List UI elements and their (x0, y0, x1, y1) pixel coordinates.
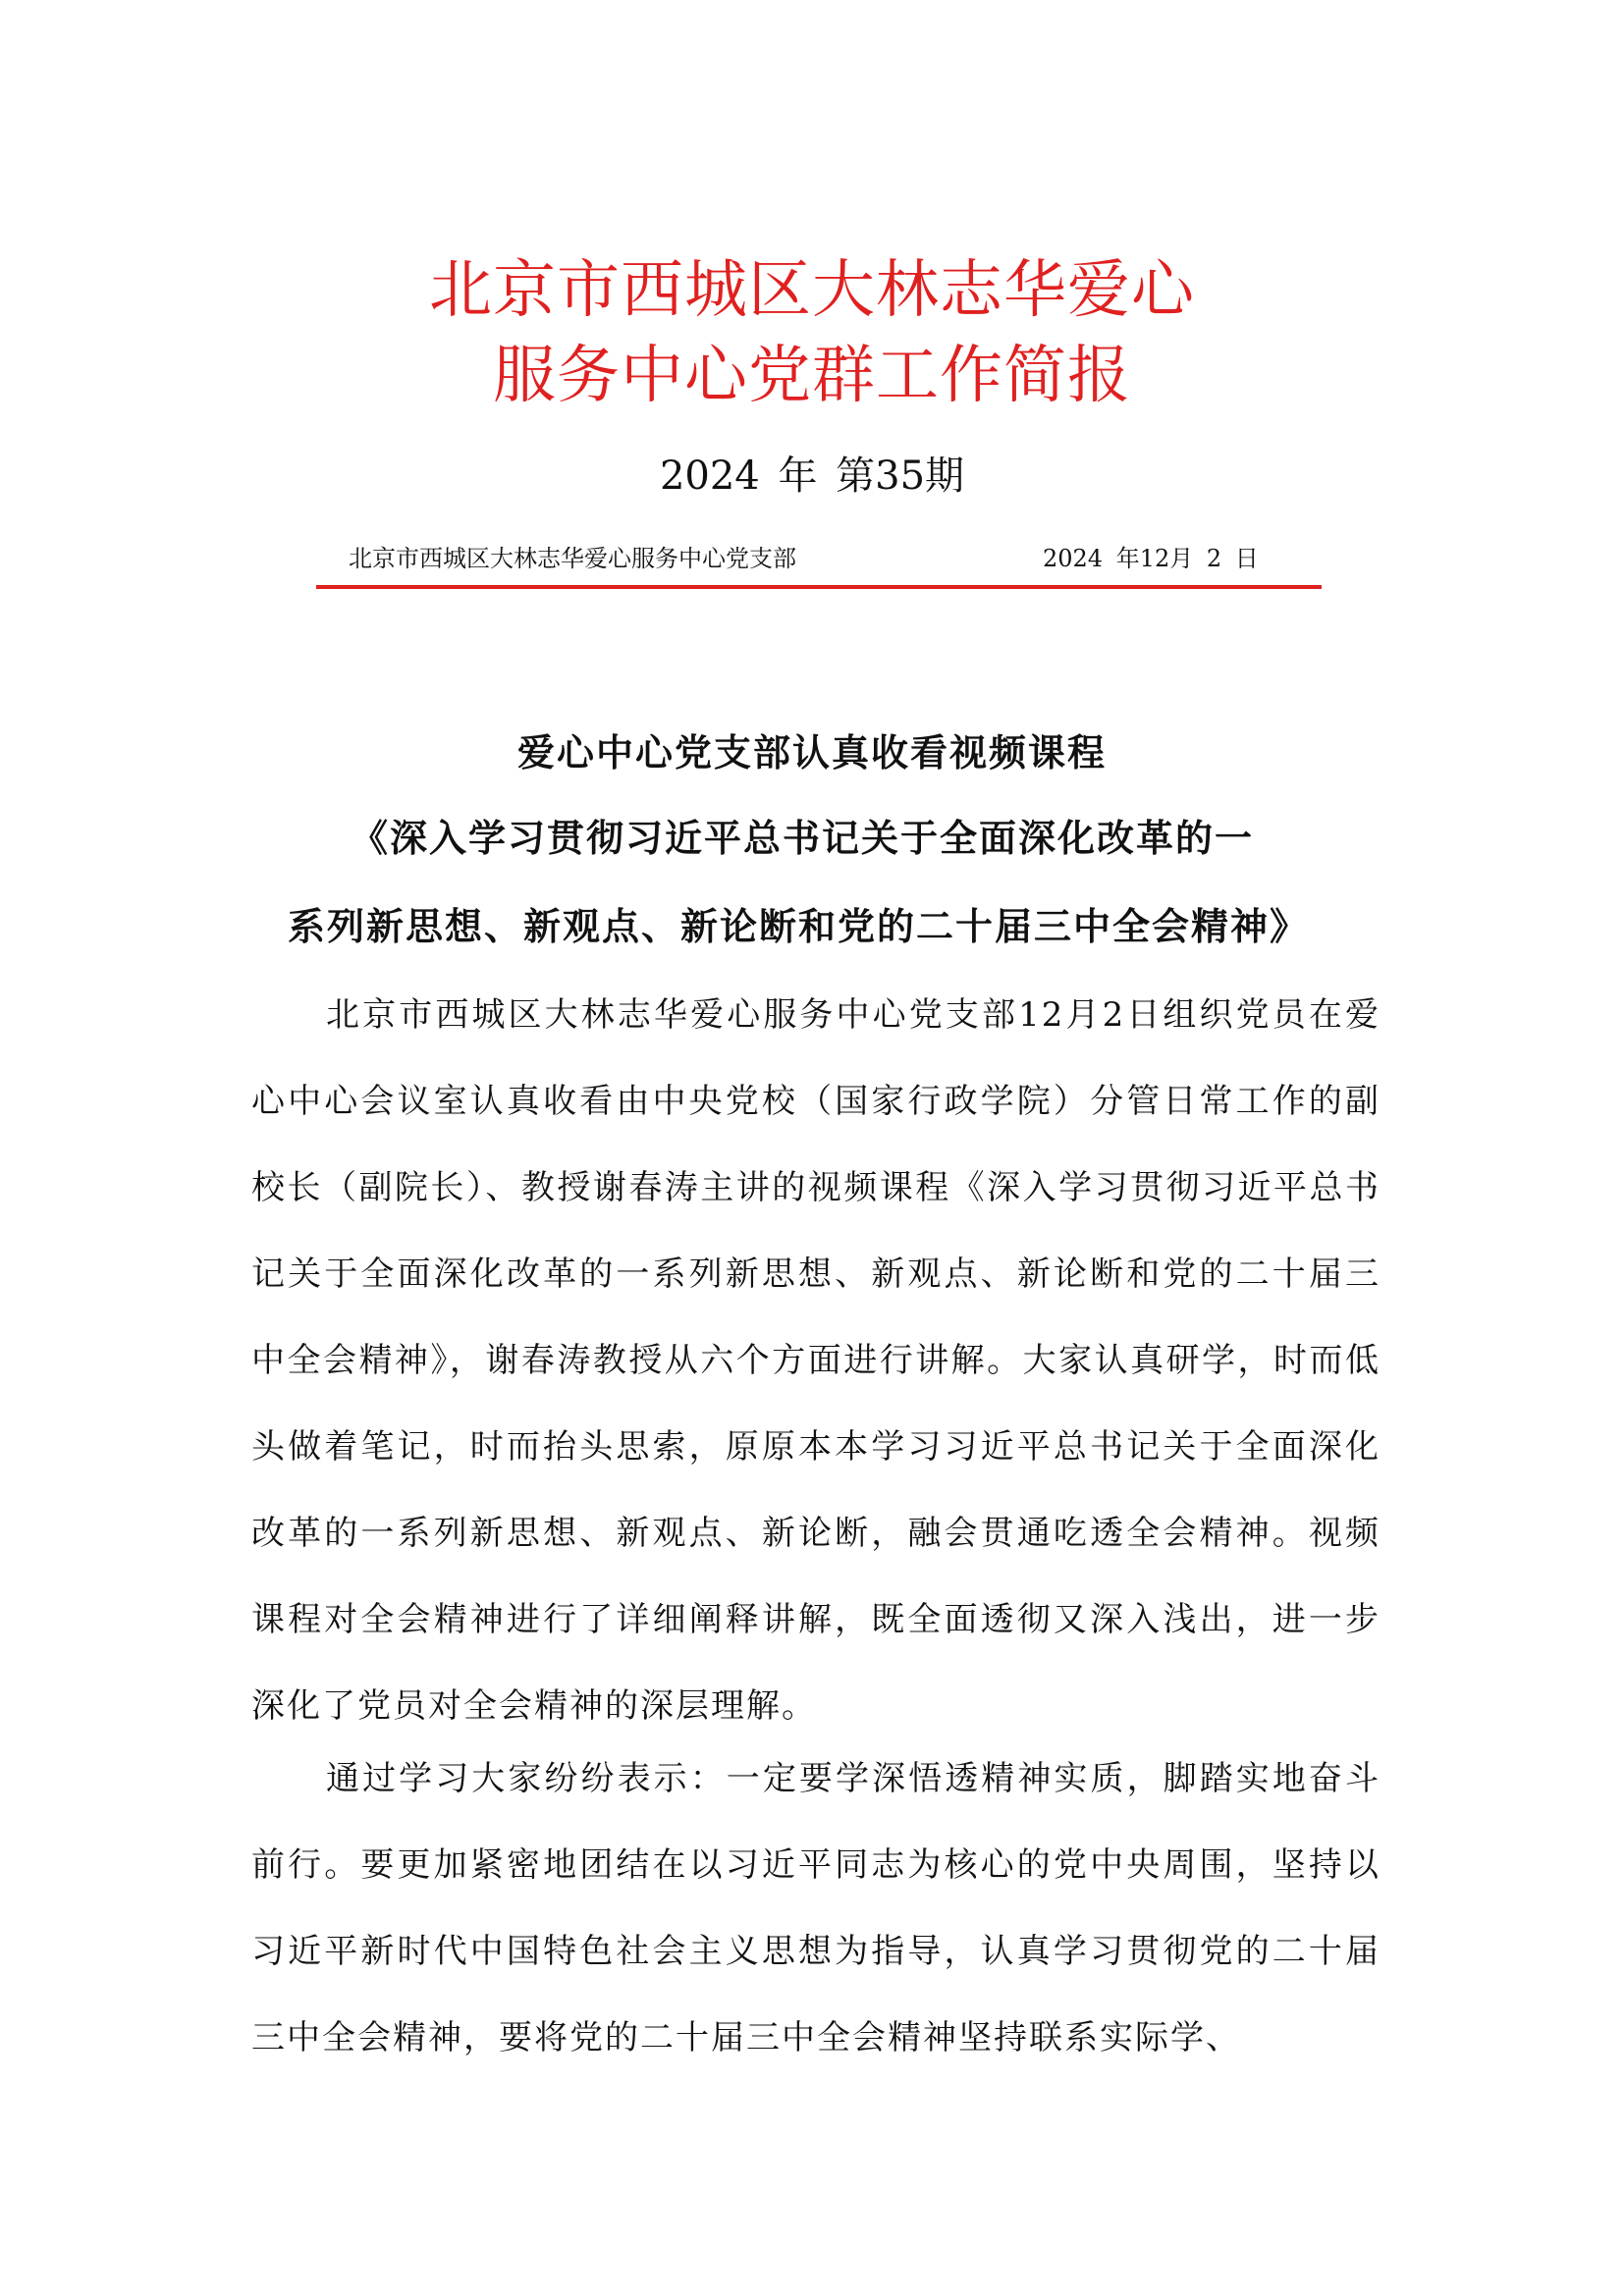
red-divider-rule (316, 585, 1322, 589)
article-headline-line1: 爱心中心党支部认真收看视频课程 (516, 731, 1107, 774)
issue-number: 2024 年 第35期 (659, 454, 965, 499)
masthead-title-line1: 北京市西城区大林志华爱心 (429, 254, 1195, 327)
article-paragraph-1: 北京市西城区大林志华爱心服务中心党支部12月2日组织党员在爱心中心会议室认真收看由中央党校（国家行政学院）分管日常工作的副校长（副院长）、教授谢春涛主讲的视频课程《深入学习贯彻习近平总书记关于全面深化改革的一系列新思想、新观点、新论断和党的二十届三中全会精神》，谢春涛教授从六个方面进行讲解。大家认真研学，时而低头做着笔记，时而抬头思索，原原本本学习习近平总书记关于全面深化改革的一系列新思想、新观点、新论断，融会贯通吃透全会精神。视频课程对全会精神进行了详细阐释讲解，既全面透彻又深入浅出，进一步深化了党员对全会精神的深层理解。 (251, 995, 1380, 1726)
issue-date: 2024 年12月 2 日 (1043, 545, 1259, 572)
article-headline-line3: 系列新思想、新观点、新论断和党的二十届三中全会精神》 (288, 905, 1310, 948)
article-headline-line2: 《深入学习贯彻习近平总书记关于全面深化改革的一 (351, 817, 1255, 860)
issuing-organization: 北京市西城区大林志华爱心服务中心党支部 (349, 545, 796, 572)
masthead-title-line2: 服务中心党群工作简报 (493, 340, 1131, 412)
article-paragraph-2: 通过学习大家纷纷表示：一定要学深悟透精神实质，脚踏实地奋斗前行。要更加紧密地团结在以习近平同志为核心的党中央周围，坚持以习近平新时代中国特色社会主义思想为指导，认真学习贯彻党的二十届三中全会精神，要将党的二十届三中全会精神坚持联系实际学、 (251, 1759, 1380, 2057)
